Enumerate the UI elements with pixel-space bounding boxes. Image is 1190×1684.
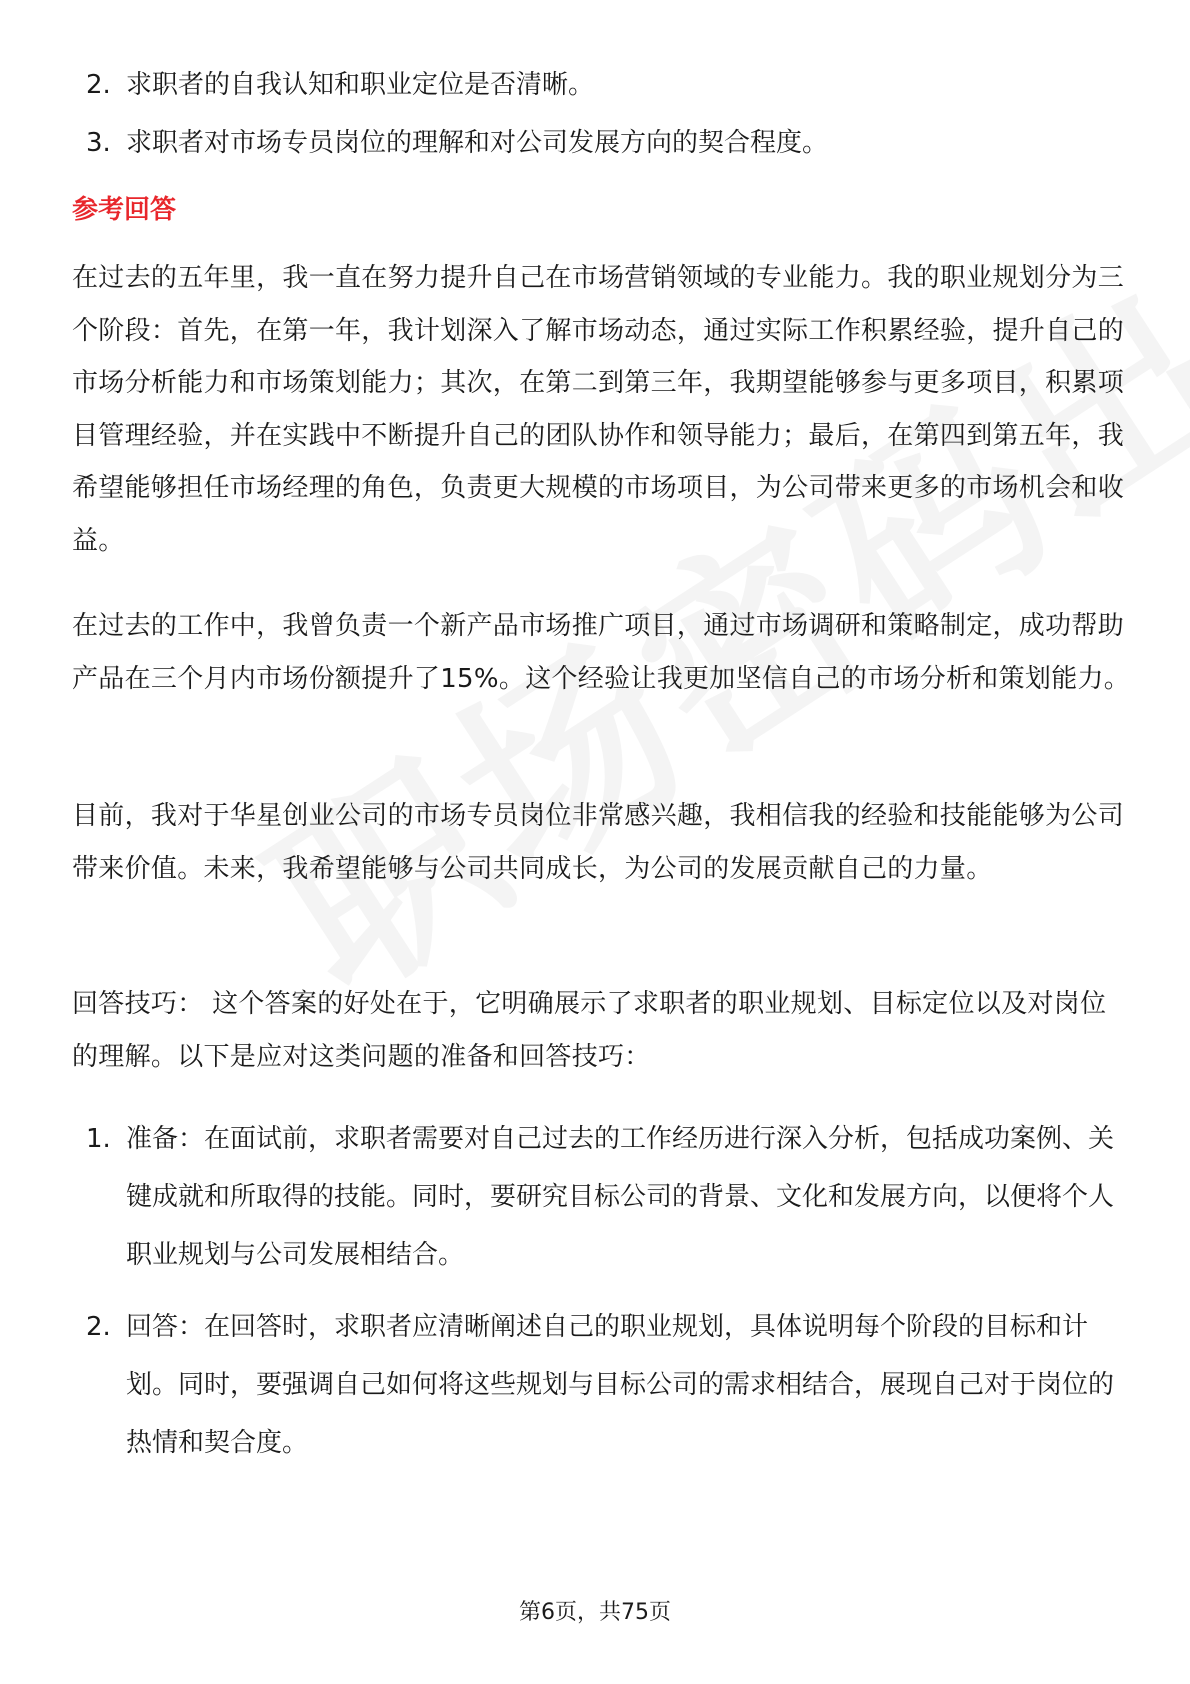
list-item-text: 回答：在回答时，求职者应清晰阐述自己的职业规划，具体说明每个阶段的目标和计划。同时，要强调自己如何将这些规划与目标公司的需求相结合，展现自己对于岗位的热情和契合度。: [126, 1312, 1115, 1458]
page-footer: 第6页，共75页: [519, 1600, 671, 1625]
answer-heading: 参考回答: [72, 195, 177, 225]
paragraph: 目前，我对于华星创业公司的市场专员岗位非常感兴趣，我相信我的经验和技能能够为公司带来价值。未来，我希望能够与公司共同成长，为公司的发展贡献自己的力量。: [72, 801, 1125, 884]
list-item-number: 3.: [86, 128, 111, 158]
list-item-text: 求职者的自我认知和职业定位是否清晰。: [126, 70, 595, 100]
list-item: [72, 56, 1122, 114]
list-item: [72, 1110, 1132, 1284]
paragraph: 回答技巧： 这个答案的好处在于，它明确展示了求职者的职业规划、目标定位以及对岗位的理解。以下是应对这类问题的准备和回答技巧：: [72, 989, 1107, 1072]
list-item-number: 2.: [86, 70, 111, 100]
list-item-number: 2.: [86, 1312, 111, 1342]
list-item: [72, 114, 1122, 172]
paragraph: 在过去的工作中，我曾负责一个新产品市场推广项目，通过市场调研和策略制定，成功帮助产品在三个月内市场份额提升了15%。这个经验让我更加坚信自己的市场分析和策划能力。: [72, 611, 1131, 694]
list-item-number: 1.: [86, 1124, 111, 1154]
list-item: [72, 1298, 1132, 1472]
list-item-text: 求职者对市场专员岗位的理解和对公司发展方向的契合程度。: [126, 128, 829, 158]
list-item-text: 准备：在面试前，求职者需要对自己过去的工作经历进行深入分析，包括成功案例、关键成就和所取得的技能。同时，要研究目标公司的背景、文化和发展方向，以便将个人职业规划与公司发展相结合。: [126, 1124, 1115, 1270]
paragraph: 在过去的五年里，我一直在努力提升自己在市场营销领域的专业能力。我的职业规划分为三个阶段：首先，在第一年，我计划深入了解市场动态，通过实际工作积累经验，提升自己的市场分析能力和市场策划能力；其次，在第二到第三年，我期望能够参与更多项目，积累项目管理经验，并在实践中不断提升自己的团队协作和领导能力；最后，在第四到第五年，我希望能够担任市场经理的角色，负责更大规模的市场项目，为公司带来更多的市场机会和收益。: [72, 263, 1125, 556]
